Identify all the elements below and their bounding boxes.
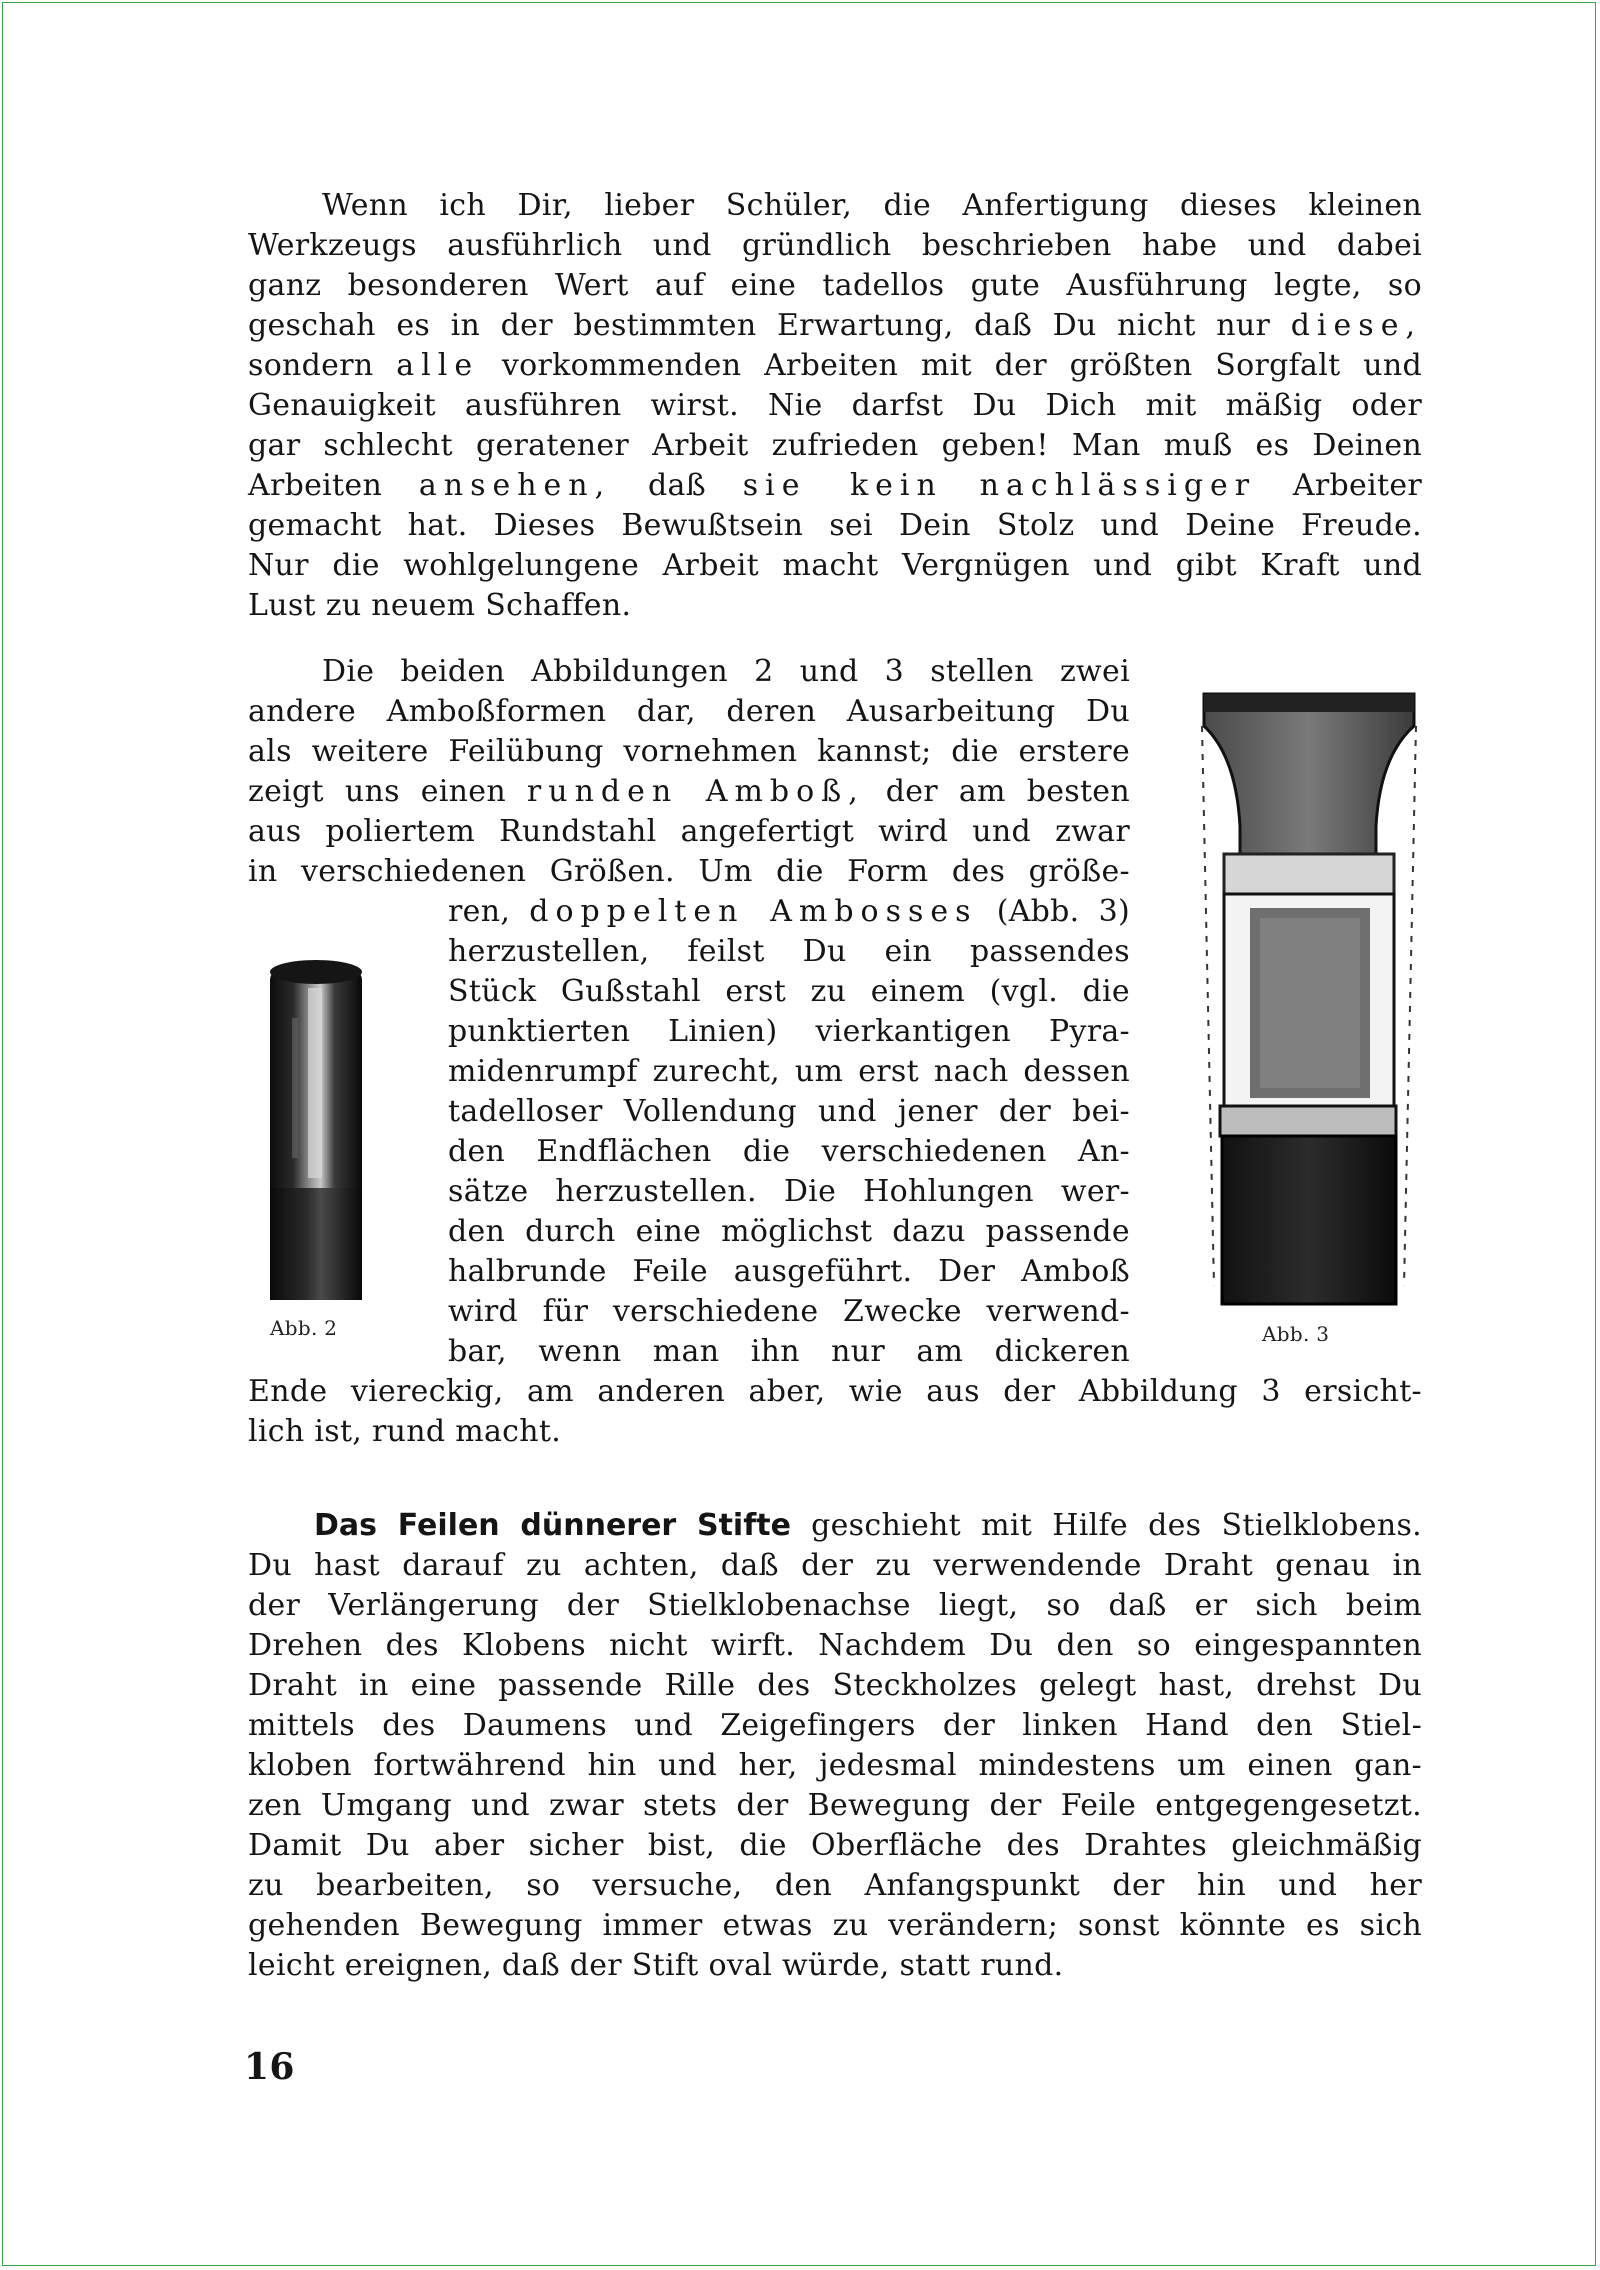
text-span: der am besten <box>885 774 1130 809</box>
text-span: geschah es in der bestimmten Erwartung, daß Du nicht nur <box>248 308 1271 343</box>
text-line: gemacht hat. Dieses Bewußtsein sei Dein Stolz und Deine Freude. <box>248 508 1422 543</box>
text-line: herzustellen, feilst Du ein passendes <box>448 934 1130 969</box>
spaced-word: alle <box>396 348 480 383</box>
text-span: ren, <box>448 894 511 929</box>
text-line: Stück Gußstahl erst zu einem (vgl. die <box>448 974 1130 1009</box>
text-line: den Endflächen die verschiedenen An- <box>448 1134 1130 1169</box>
spaced-word: ansehen, <box>418 468 612 503</box>
text-line: leicht ereignen, daß der Stift oval würde, statt rund. <box>248 1948 1064 1983</box>
spaced-word: doppelten Ambosses <box>529 894 978 929</box>
spaced-word: diese, <box>1290 308 1422 343</box>
text-line: der Verlängerung der Stielklobenachse liegt, so daß er sich beim <box>248 1588 1422 1623</box>
text-span: sondern <box>248 348 374 383</box>
spaced-word: sie kein <box>742 468 943 503</box>
text-line: Werkzeugs ausführlich und gründlich beschrieben habe und dabei <box>248 228 1422 263</box>
text-line <box>248 346 1422 386</box>
text-span: zeigt uns einen <box>248 774 506 809</box>
double-anvil-figure <box>1200 686 1418 1308</box>
text-line <box>314 1506 1422 1546</box>
text-line: Drehen des Klobens nicht wirft. Nachdem Du den so eingespannten <box>248 1628 1422 1663</box>
text-line: Wenn ich Dir, lieber Schüler, die Anfertigung dieses kleinen <box>322 188 1422 223</box>
text-span: daß <box>647 468 706 503</box>
text-span: vorkommenden Arbeiten mit der größten Sorgfalt und <box>501 348 1422 383</box>
text-line: Du hast darauf zu achten, daß der zu verwendende Draht genau in <box>248 1548 1422 1583</box>
page-number: 16 <box>244 2046 295 2088</box>
text-line: andere Amboßformen dar, deren Ausarbeitung Du <box>248 694 1130 729</box>
text-line: Die beiden Abbildungen 2 und 3 stellen zwei <box>322 654 1130 689</box>
spaced-word: runden Amboß, <box>526 774 865 809</box>
text-line: Genauigkeit ausführen wirst. Nie darfst Du Dich mit mäßig oder <box>248 388 1422 423</box>
text-line: ganz besonderen Wert auf eine tadellos gute Ausführung legte, so <box>248 268 1422 303</box>
text-span: Arbeiter <box>1292 468 1423 503</box>
text-line: punktierten Linien) vierkantigen Pyra- <box>448 1014 1130 1049</box>
text-line <box>248 306 1422 346</box>
text-line: als weitere Feilübung vornehmen kannst; die erstere <box>248 734 1130 769</box>
text-line: Ende viereckig, am anderen aber, wie aus der Abbildung 3 ersicht- <box>248 1374 1422 1409</box>
text-line: gar schlecht geratener Arbeit zufrieden geben! Man muß es Deinen <box>248 428 1422 463</box>
text-line: Lust zu neuem Schaffen. <box>248 588 632 623</box>
figure-caption: Abb. 2 <box>270 1316 338 1340</box>
text-line: bar, wenn man ihn nur am dickeren <box>448 1334 1130 1369</box>
section-heading: Das Feilen dünnerer Stifte <box>314 1508 791 1543</box>
text-line: Draht in eine passende Rille des Steckholzes gelegt hast, drehst Du <box>248 1668 1422 1703</box>
text-line <box>448 892 1130 932</box>
text-span: geschieht mit Hilfe des Stielklobens. <box>811 1508 1423 1543</box>
text-line: wird für verschiedene Zwecke verwend- <box>448 1294 1130 1329</box>
text-line: halbrunde Feile ausgeführt. Der Amboß <box>448 1254 1130 1289</box>
text-line: lich ist, rund macht. <box>248 1414 562 1449</box>
text-line: Damit Du aber sicher bist, die Oberfläche des Drahtes gleichmäßig <box>248 1828 1422 1863</box>
text-line: zen Umgang und zwar stets der Bewegung der Feile entgegengesetzt. <box>248 1788 1422 1823</box>
text-line: zu bearbeiten, so versuche, den Anfangspunkt der hin und her <box>248 1868 1422 1903</box>
round-anvil-figure <box>262 958 372 1304</box>
text-line: kloben fortwährend hin und her, jedesmal mindestens um einen gan- <box>248 1748 1422 1783</box>
text-span: (Abb. 3) <box>996 894 1131 929</box>
text-line: tadelloser Vollendung und jener der bei- <box>448 1094 1130 1129</box>
text-line <box>248 772 1130 812</box>
text-line: in verschiedenen Größen. Um die Form des größe- <box>248 854 1130 889</box>
text-line <box>248 466 1422 506</box>
text-line: Nur die wohlgelungene Arbeit macht Vergnügen und gibt Kraft und <box>248 548 1422 583</box>
text-span: Arbeiten <box>248 468 383 503</box>
figure-caption: Abb. 3 <box>1262 1322 1330 1346</box>
spaced-word: nachlässiger <box>979 468 1257 503</box>
text-line: mittels des Daumens und Zeigefingers der linken Hand den Stiel- <box>248 1708 1422 1743</box>
text-line: den durch eine möglichst dazu passende <box>448 1214 1130 1249</box>
text-line: gehenden Bewegung immer etwas zu verändern; sonst könnte es sich <box>248 1908 1422 1943</box>
text-line: sätze herzustellen. Die Hohlungen wer- <box>448 1174 1130 1209</box>
text-line: midenrumpf zurecht, um erst nach dessen <box>448 1054 1130 1089</box>
text-line: aus poliertem Rundstahl angefertigt wird und zwar <box>248 814 1130 849</box>
